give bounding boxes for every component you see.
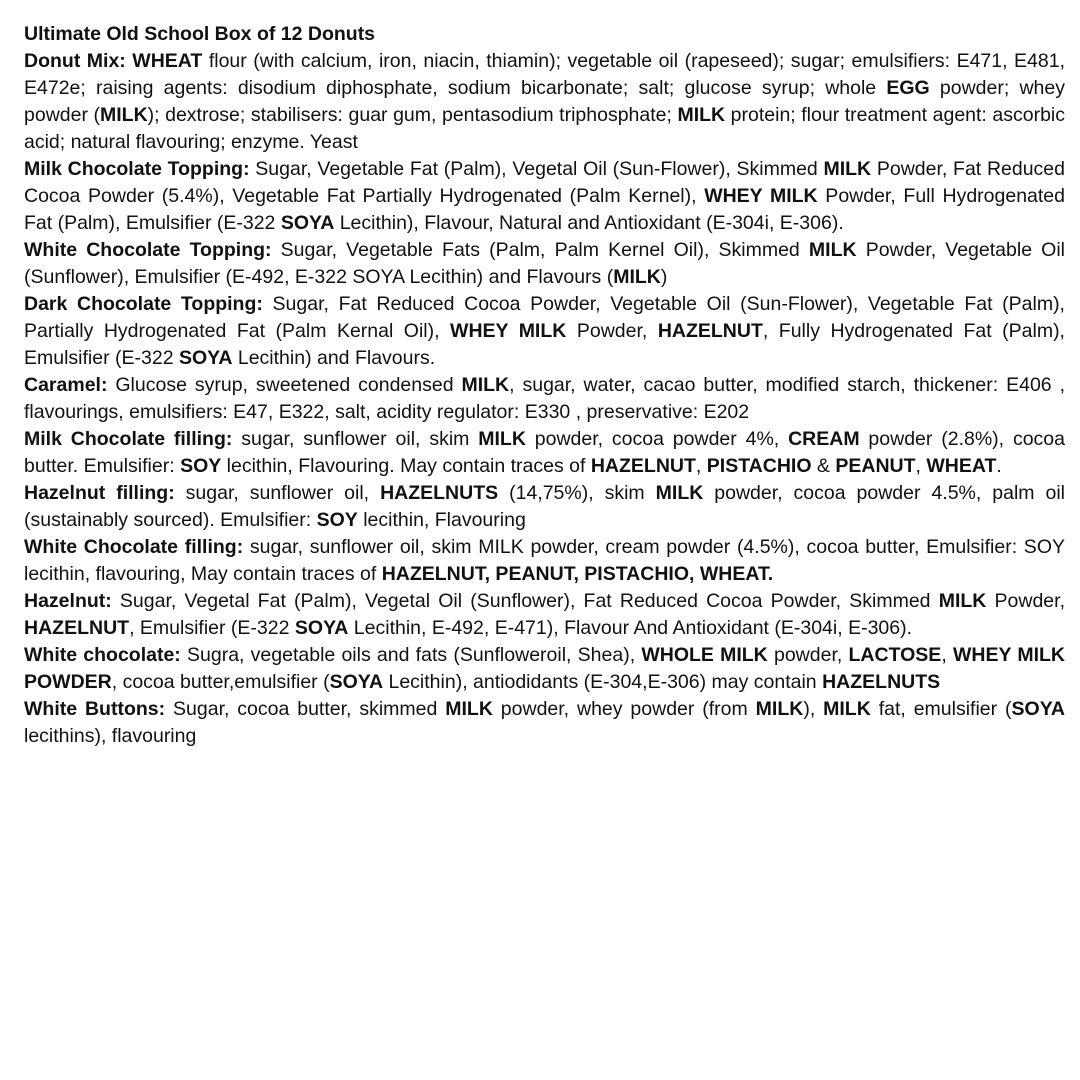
allergen-or-heading-text: EGG [886, 77, 930, 99]
product-title: Ultimate Old School Box of 12 Donuts [24, 23, 376, 45]
allergen-or-heading-text: PISTACHIO [706, 455, 812, 477]
allergen-or-heading-text: White Chocolate Topping: [24, 239, 272, 261]
allergen-or-heading-text: HAZELNUT, PEANUT, PISTACHIO, WHEAT. [381, 563, 774, 585]
allergen-or-heading-text: Donut Mix: WHEAT [24, 50, 203, 72]
ingredient-text: Sugar, Vegetable Fats (Palm, Palm Kernel Oil), Skimmed [271, 239, 809, 261]
allergen-or-heading-text: MILK [445, 698, 493, 720]
allergen-or-heading-text: Dark Chocolate Topping: [24, 293, 263, 315]
ingredient-text: Lecithin, E-492, E-471), Flavour And Antioxidant (E-304i, E-306). [348, 617, 913, 639]
ingredient-text: Sugar, Fat Reduced Cocoa Powder, Vegetable Oil (Sun-Flower), Vegetable Fat (Palm), Partially Hydrogenated Fat (Palm Kernal Oil), [24, 293, 1065, 342]
ingredient-text: (14,75%), skim [498, 482, 656, 504]
allergen-or-heading-text: White Chocolate filling: [24, 536, 244, 558]
ingredient-text: Sugra, vegetable oils and fats (Sunfloweroil, Shea), [180, 644, 642, 666]
allergen-or-heading-text: Milk Chocolate filling: [24, 428, 233, 450]
paragraph-milk-chocolate-topping [24, 156, 1065, 237]
ingredient-text: Sugar, Vegetable Fat (Palm), Vegetal Oil (Sun-Flower), Skimmed [249, 158, 824, 180]
allergen-or-heading-text: SOY [316, 509, 358, 531]
paragraph-caramel [24, 372, 1065, 426]
allergen-or-heading-text: Hazelnut filling: [24, 482, 175, 504]
ingredient-text: Powder, Fat Reduced Cocoa Powder (5.4%), Vegetable Fat Partially Hydrogenated (Palm Kernel), [24, 158, 1065, 207]
allergen-or-heading-text: MILK [655, 482, 704, 504]
ingredient-text: Powder, [986, 590, 1065, 612]
allergen-or-heading-text: MILK [461, 374, 510, 396]
ingredient-text: , [695, 455, 707, 477]
ingredient-text: Powder, Full Hydrogenated Fat (Palm), Emulsifier (E-322 [24, 185, 1065, 234]
ingredient-text: & [811, 455, 836, 477]
ingredient-text: , cocoa butter,emulsifier ( [111, 671, 330, 693]
ingredient-text: sugar, sunflower oil, [174, 482, 381, 504]
ingredient-text: Sugar, cocoa butter, skimmed [165, 698, 446, 720]
allergen-or-heading-text: HAZELNUTS [380, 482, 499, 504]
paragraph-hazelnut [24, 588, 1065, 642]
paragraph-hazelnut-filling [24, 480, 1065, 534]
ingredient-text: ); dextrose; stabilisers: guar gum, pentasodium triphosphate; [147, 104, 678, 126]
allergen-or-heading-text: White Buttons: [24, 698, 166, 720]
allergen-or-heading-text: SOYA [178, 347, 233, 369]
ingredient-text: . [996, 455, 1002, 477]
paragraph-white-chocolate-topping [24, 237, 1065, 291]
allergen-or-heading-text: MILK [823, 698, 871, 720]
ingredients-list [24, 48, 1065, 750]
ingredient-text: powder (2.8%), cocoa butter. Emulsifier: [24, 428, 1065, 477]
allergen-or-heading-text: WHEY MILK [704, 185, 818, 207]
allergen-or-heading-text: MILK [755, 698, 804, 720]
allergen-or-heading-text: Caramel: [24, 374, 108, 396]
ingredient-text: protein; flour treatment agent: ascorbic acid; natural flavouring; enzyme. Yeast [24, 104, 1066, 153]
allergen-or-heading-text: MILK [677, 104, 726, 126]
paragraph-donut-mix [24, 48, 1065, 156]
ingredient-text: powder, [767, 644, 849, 666]
allergen-or-heading-text: MILK [478, 428, 526, 450]
allergen-or-heading-text: Milk Chocolate Topping: [24, 158, 250, 180]
allergen-or-heading-text: MILK [100, 104, 148, 126]
ingredient-text: Lecithin), antiodidants (E-304,E-306) may contain [383, 671, 823, 693]
ingredient-text: ), [803, 698, 824, 720]
allergen-or-heading-text: MILK [613, 266, 661, 288]
allergen-or-heading-text: HAZELNUTS [822, 671, 941, 693]
allergen-or-heading-text: SOYA [280, 212, 335, 234]
ingredient-text: Glucose syrup, sweetened condensed [107, 374, 462, 396]
ingredient-text: sugar, sunflower oil, skim [232, 428, 479, 450]
paragraph-white-chocolate-filling [24, 534, 1065, 588]
ingredient-text: Sugar, Vegetal Fat (Palm), Vegetal Oil (Sunflower), Fat Reduced Cocoa Powder, Skimmed [111, 590, 939, 612]
allergen-or-heading-text: HAZELNUT [24, 617, 130, 639]
allergen-or-heading-text: WHOLE MILK [641, 644, 768, 666]
ingredient-text: flour (with calcium, iron, niacin, thiamin); vegetable oil (rapeseed); sugar; emulsifiers: E471, E481, E472e; raising agents: disodium diphosphate, sodium bicarbonate; salt; glucose syrup; whole [24, 50, 1065, 99]
allergen-or-heading-text: HAZELNUT [657, 320, 763, 342]
ingredient-text: sugar, sunflower oil, skim MILK powder, cream powder (4.5%), cocoa butter, Emulsifier: SOY lecithin, flavouring, May contain traces of [24, 536, 1065, 585]
allergen-or-heading-text: SOYA [329, 671, 384, 693]
ingredient-text: lecithin, Flavouring. May contain traces of [221, 455, 591, 477]
allergen-or-heading-text: Hazelnut: [24, 590, 112, 612]
ingredient-text: , sugar, water, cacao butter, modified starch, thickener: E406 , flavourings, emulsifiers: E47, E322, salt, acidity regulator: E330 , preservative: E202 [24, 374, 1065, 423]
ingredient-text: , Fully Hydrogenated Fat (Palm), Emulsifier (E-322 [24, 320, 1065, 369]
allergen-or-heading-text: MILK [823, 158, 872, 180]
allergen-or-heading-text: White chocolate: [24, 644, 181, 666]
ingredient-text: lecithin, Flavouring [357, 509, 526, 531]
ingredient-text: , Emulsifier (E-322 [129, 617, 295, 639]
ingredient-text: , [941, 644, 953, 666]
paragraph-milk-chocolate-filling [24, 426, 1065, 480]
ingredient-text: powder, cocoa powder 4%, [525, 428, 789, 450]
allergen-or-heading-text: MILK [808, 239, 857, 261]
ingredient-text: powder, whey powder (from [492, 698, 756, 720]
allergen-or-heading-text: HAZELNUT [590, 455, 696, 477]
allergen-or-heading-text: WHEAT [926, 455, 997, 477]
allergen-or-heading-text: SOYA [294, 617, 349, 639]
allergen-or-heading-text: LACTOSE [848, 644, 942, 666]
ingredient-text: Powder, [566, 320, 658, 342]
ingredient-text: Lecithin), Flavour, Natural and Antioxidant (E-304i, E-306). [334, 212, 844, 234]
allergen-or-heading-text: PEANUT [835, 455, 916, 477]
allergen-or-heading-text: SOYA [1011, 698, 1066, 720]
paragraph-dark-chocolate-topping [24, 291, 1065, 372]
ingredient-text: , [915, 455, 927, 477]
ingredients-sheet [24, 21, 1065, 750]
ingredient-text: powder, cocoa powder 4.5%, palm oil (sustainably sourced). Emulsifier: [24, 482, 1066, 531]
paragraph-white-chocolate [24, 642, 1065, 696]
ingredient-text: lecithins), flavouring [24, 725, 197, 747]
allergen-or-heading-text: WHEY MILK POWDER [24, 644, 1065, 693]
allergen-or-heading-text: MILK [938, 590, 987, 612]
ingredient-text: Powder, Vegetable Oil (Sunflower), Emulsifier (E-492, E-322 SOYA Lecithin) and Flavours ( [24, 239, 1065, 288]
paragraph-white-buttons [24, 696, 1065, 750]
allergen-or-heading-text: SOY [180, 455, 222, 477]
ingredient-text: ) [660, 266, 668, 288]
allergen-or-heading-text: WHEY MILK [450, 320, 567, 342]
ingredient-text: fat, emulsifier ( [870, 698, 1012, 720]
ingredient-text: powder; whey powder ( [24, 77, 1065, 126]
ingredient-text: Lecithin) and Flavours. [232, 347, 436, 369]
allergen-or-heading-text: CREAM [788, 428, 860, 450]
